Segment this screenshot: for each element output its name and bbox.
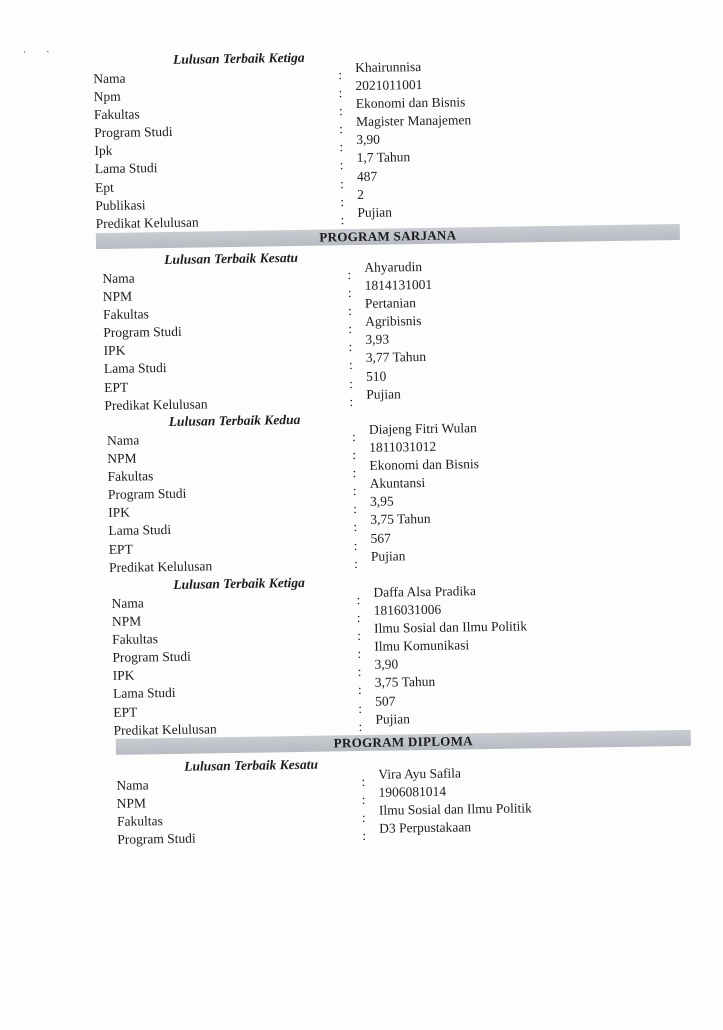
section-magister-ketiga [93, 49, 472, 233]
field-value: 2 [357, 186, 365, 202]
field-value: Ekonomi dan Bisnis [369, 456, 480, 474]
field-label: IPK [103, 343, 126, 359]
band-program-sarjana: PROGRAM SARJANA [96, 224, 680, 249]
field-label: NPM [107, 450, 137, 467]
field-value: Ekonomi dan Bisnis [355, 94, 466, 112]
field-colon: : [339, 139, 344, 155]
field-value: Pujian [357, 204, 393, 220]
field-label: Publikasi [95, 196, 146, 213]
field-colon: : [358, 718, 363, 734]
field-label: Program Studi [117, 830, 196, 848]
field-colon: : [347, 267, 352, 283]
field-colon: : [356, 610, 361, 626]
field-colon: : [357, 646, 362, 662]
field-value: Agribisnis [365, 313, 422, 330]
field-value: Ahyarudin [364, 258, 423, 275]
field-label: Nama [102, 270, 135, 287]
field-colon: : [351, 429, 356, 445]
field-label: Predikat Kelulusan [95, 214, 199, 231]
section-title: Lulusan Terbaik Ketiga [172, 49, 305, 67]
field-value: 3,95 [369, 493, 394, 510]
field-colon: : [348, 321, 353, 337]
section-title: Lulusan Terbaik Kesatu [184, 756, 319, 774]
field-value: Pertanian [364, 295, 417, 312]
field-colon: : [339, 157, 344, 173]
field-label: IPK [112, 667, 135, 684]
field-label: NPM [102, 288, 133, 305]
section-sarjana-kesatu [102, 249, 433, 415]
field-value: Daffa Alsa Pradika [373, 583, 477, 600]
field-colon: : [340, 193, 345, 209]
field-value: Pujian [370, 547, 406, 564]
field-colon: : [352, 483, 357, 499]
field-label: Lama Studi [103, 360, 167, 377]
field-colon: : [358, 700, 363, 716]
field-label: Nama [111, 595, 144, 611]
field-colon: : [352, 447, 357, 463]
field-colon: : [357, 664, 362, 680]
field-value: Akuntansi [369, 475, 426, 492]
field-colon: : [362, 828, 367, 844]
field-value: D3 Perpustakaan [379, 819, 472, 837]
section-diploma-kesatu [116, 756, 532, 850]
field-label: Program Studi [103, 324, 182, 341]
field-label: Predikat Kelulusan [104, 396, 208, 413]
field-value: 1814131001 [364, 276, 433, 293]
field-label: Fakultas [102, 306, 149, 323]
section-title: Lulusan Terbaik Ketiga [173, 574, 305, 592]
field-colon: : [353, 537, 358, 553]
field-value: Ilmu Sosial dan Ilmu Politik [373, 618, 528, 636]
field-label: Fakultas [93, 106, 140, 123]
section-title: Lulusan Terbaik Kesatu [164, 249, 299, 268]
field-value: 3,90 [374, 656, 399, 673]
field-value: 2021011001 [355, 77, 423, 94]
field-label: IPK [108, 504, 131, 521]
field-value: Magister Manajemen [355, 112, 472, 130]
field-label: Lama Studi [112, 685, 176, 702]
field-value: Ilmu Sosial dan Ilmu Politik [378, 800, 532, 818]
field-colon: : [347, 285, 352, 301]
field-value: Pujian [375, 710, 411, 727]
field-label: Program Studi [112, 648, 191, 666]
section-sarjana-kedua [106, 411, 480, 577]
field-value: 487 [356, 168, 378, 184]
band-program-diploma: PROGRAM DIPLOMA [116, 730, 691, 755]
field-label: Predikat Kelulusan [108, 557, 213, 575]
field-colon: : [361, 792, 366, 808]
field-value: 1816031006 [373, 601, 442, 618]
field-colon: : [347, 303, 352, 319]
field-colon: : [361, 810, 366, 826]
field-colon: : [348, 357, 353, 373]
field-label: Fakultas [107, 468, 154, 485]
field-value: 1,7 Tahun [356, 149, 411, 166]
field-value: 1906081014 [378, 783, 447, 800]
field-label: Lama Studi [108, 522, 172, 539]
field-value: Vira Ayu Safila [378, 765, 462, 782]
field-label: Fakultas [112, 631, 159, 648]
field-colon: : [357, 682, 362, 698]
field-value: 1811031012 [369, 438, 437, 455]
field-colon: : [357, 628, 362, 644]
field-colon: : [352, 465, 357, 481]
field-label: Program Studi [94, 124, 173, 141]
field-label: EPT [113, 704, 138, 720]
field-colon: : [353, 555, 358, 571]
field-colon: : [353, 519, 358, 535]
field-colon: : [356, 592, 361, 608]
field-colon: : [340, 211, 345, 228]
field-colon: : [338, 67, 343, 83]
field-label: Nama [93, 70, 126, 87]
field-value: 3,75 Tahun [374, 674, 436, 691]
field-label: Program Studi [107, 486, 187, 503]
field-value: Khairunnisa [355, 58, 422, 76]
field-label: Nama [106, 432, 140, 448]
field-value: Ilmu Komunikasi [374, 637, 470, 655]
field-value: 507 [375, 693, 396, 709]
field-label: Predikat Kelulusan [113, 720, 217, 738]
field-label: Npm [93, 88, 121, 105]
field-colon: : [339, 121, 344, 137]
field-value: 3,75 Tahun [370, 511, 431, 528]
field-label: Nama [116, 777, 149, 793]
field-colon: : [361, 773, 366, 790]
field-colon: : [338, 85, 343, 101]
section-sarjana-ketiga [111, 574, 528, 740]
field-value: Diajeng Fitri Wulan [368, 420, 477, 437]
field-label: NPM [111, 613, 142, 630]
field-label: EPT [108, 541, 133, 557]
field-colon: : [349, 375, 354, 391]
field-colon: : [353, 501, 358, 517]
field-label: NPM [116, 795, 147, 811]
field-label: EPT [104, 379, 129, 395]
field-label: Ipk [94, 143, 113, 159]
field-value: 3,90 [356, 132, 381, 148]
field-value: 3,77 Tahun [365, 349, 427, 366]
scan-specks: ·· [22, 46, 70, 59]
field-colon: : [339, 175, 344, 191]
field-colon: : [348, 339, 353, 355]
field-colon: : [338, 103, 343, 119]
field-value: 510 [365, 368, 387, 384]
field-value: 3,93 [365, 331, 390, 348]
field-label: Ept [94, 179, 114, 195]
field-label: Lama Studi [94, 160, 158, 177]
field-value: 567 [370, 530, 391, 546]
field-value: Pujian [366, 386, 401, 402]
section-title: Lulusan Terbaik Kedua [168, 411, 301, 429]
field-colon: : [349, 393, 354, 409]
field-label: Fakultas [116, 813, 163, 830]
